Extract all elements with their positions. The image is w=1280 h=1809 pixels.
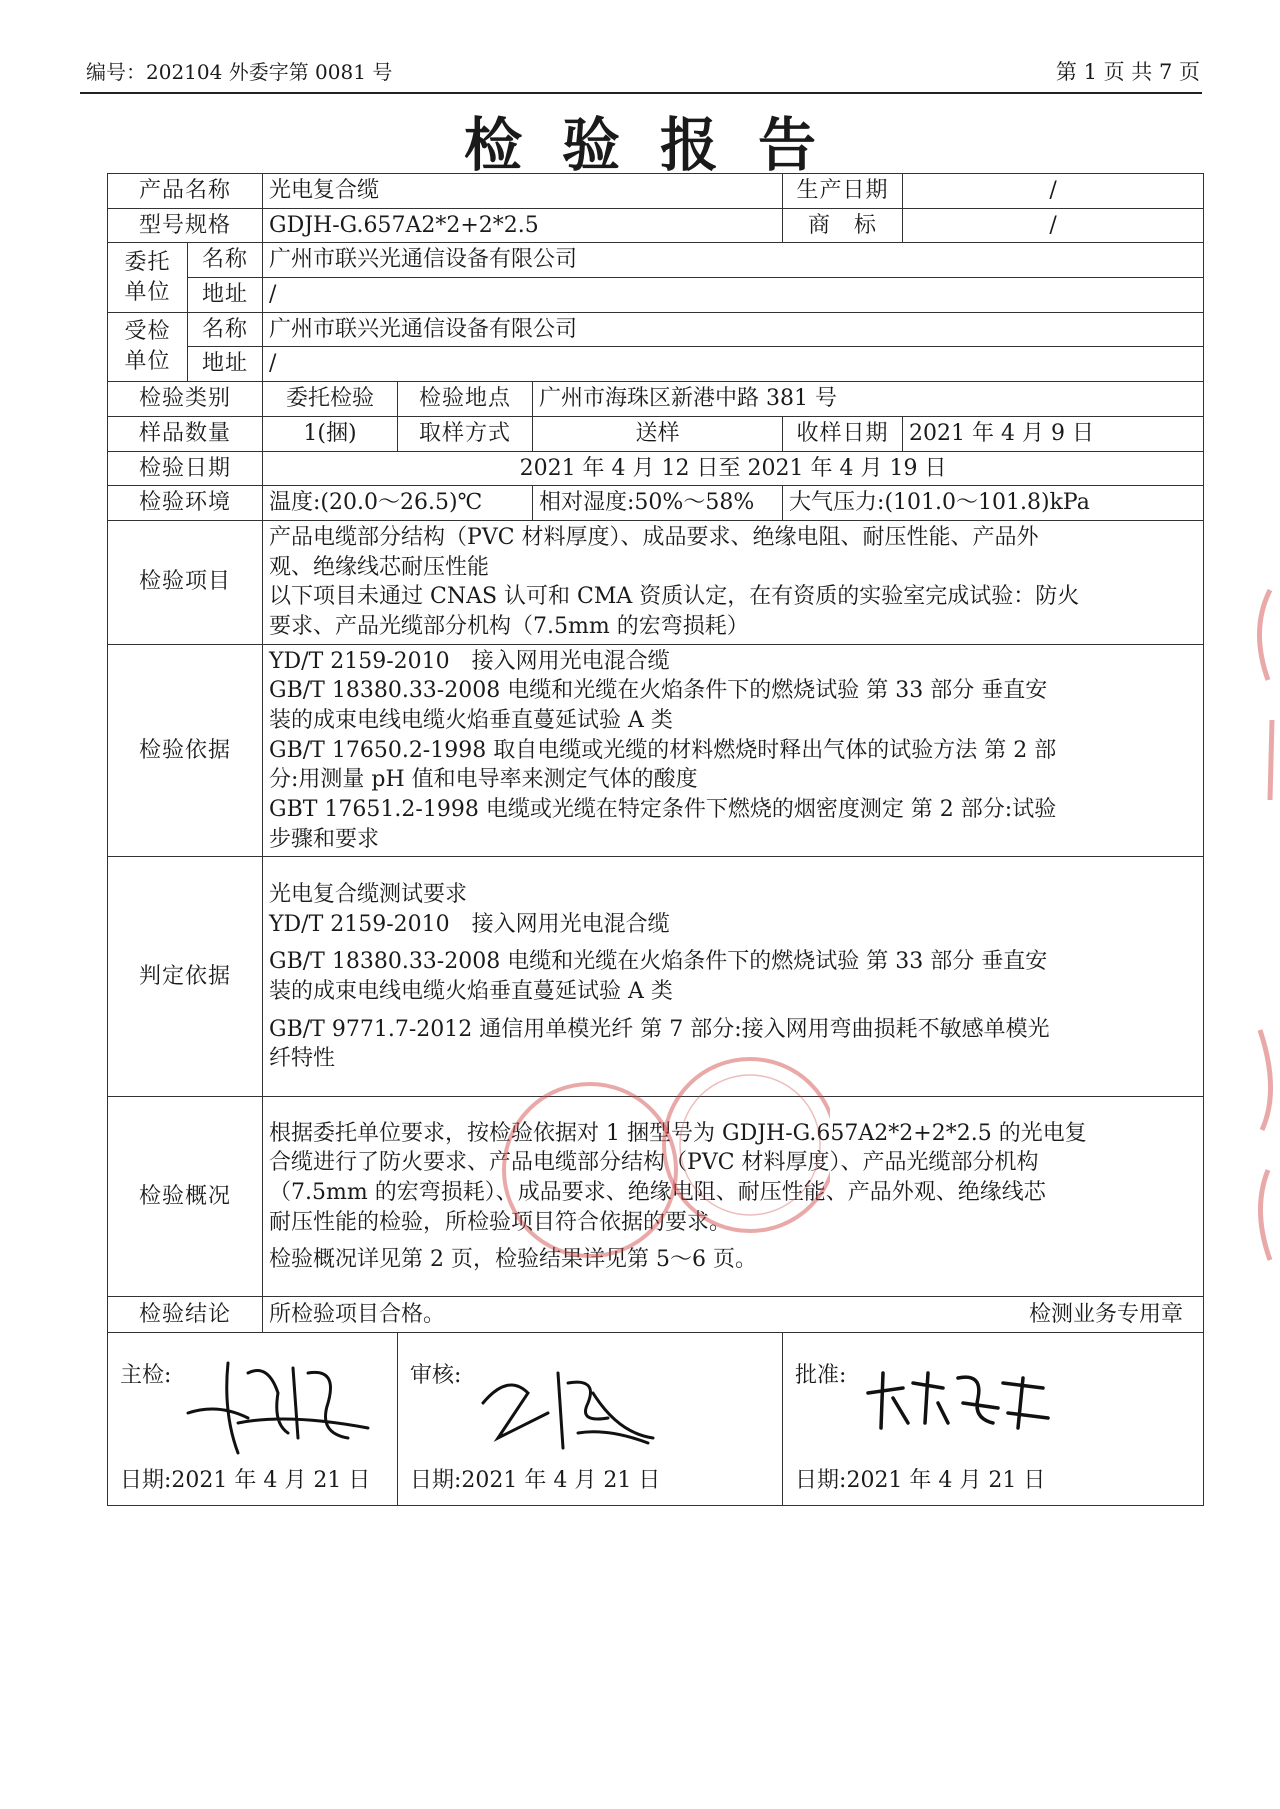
- row-test-date: [108, 451, 1204, 486]
- signature-approver: [783, 1333, 1204, 1506]
- inspected-address-label: 地址: [188, 347, 263, 382]
- inspected-name-label: 名称: [188, 312, 263, 347]
- conclusion-content: [263, 1297, 1204, 1333]
- summary-label: 检验概况: [108, 1097, 263, 1297]
- row-client-address: [108, 278, 1204, 313]
- report-table: [107, 173, 1204, 1506]
- row-signatures: [108, 1333, 1204, 1506]
- client-name-label: 名称: [188, 243, 263, 278]
- inspector-label: 主检:: [120, 1363, 172, 1389]
- items-content: 产品电缆部分结构（PVC 材料厚度）、成品要求、绝缘电阻、耐压性能、产品外 观、绝缘线芯耐压性能 以下项目未通过 CNAS 认可和 CMA 资质认定，在有资质的实验室完成试验：防火 要求、产品光缆部分机构（7.5mm 的宏弯损耗）: [263, 520, 1204, 644]
- row-items: [108, 520, 1204, 644]
- row-inspected-name: [108, 312, 1204, 347]
- production-date-value: /: [903, 174, 1204, 209]
- row-model: [108, 208, 1204, 243]
- signature-reviewer: [398, 1333, 783, 1506]
- client-section-label: 委托 单位: [108, 243, 188, 312]
- row-sample: [108, 416, 1204, 451]
- pressure-value: 大气压力:(101.0～101.8)kPa: [783, 486, 1204, 521]
- signature-inspector: [108, 1333, 398, 1506]
- temperature-value: 温度:(20.0～26.5)℃: [263, 486, 533, 521]
- items-label: 检验项目: [108, 520, 263, 644]
- sampling-method-label: 取样方式: [398, 416, 533, 451]
- category-label: 检验类别: [108, 382, 263, 417]
- brand-label: 商 标: [783, 208, 903, 243]
- client-name-value: 广州市联兴光通信设备有限公司: [263, 243, 1204, 278]
- receive-date-label: 收样日期: [783, 416, 903, 451]
- judgement-label: 判定依据: [108, 857, 263, 1097]
- test-date-label: 检验日期: [108, 451, 263, 486]
- product-name-value: 光电复合缆: [263, 174, 783, 209]
- row-basis: [108, 644, 1204, 857]
- row-inspected-address: [108, 347, 1204, 382]
- judgement-content: 光电复合缆测试要求 YD/T 2159-2010 接入网用光电混合缆 GB/T 18380.33-2008 电缆和光缆在火焰条件下的燃烧试验 第 33 部分 垂直安 装的成束电线电缆火焰垂直蔓延试验 A 类 GB/T 9771.7-2012 通信用单模光纤 第 7 部分:接入网用弯曲损耗不敏感单模光 纤特性: [263, 857, 1204, 1097]
- receive-date-value: 2021 年 4 月 9 日: [903, 416, 1204, 451]
- page-title: 检验报告: [463, 111, 856, 179]
- environment-label: 检验环境: [108, 486, 263, 521]
- category-value: 委托检验: [263, 382, 398, 417]
- approver-signature: [853, 1343, 1053, 1463]
- brand-value: /: [903, 208, 1204, 243]
- product-name-label: 产品名称: [108, 174, 263, 209]
- sample-qty-value: 1(捆): [263, 416, 398, 451]
- model-value: GDJH-G.657A2*2+2*2.5: [263, 208, 783, 243]
- row-environment: [108, 486, 1204, 521]
- site-value: 广州市海珠区新港中路 381 号: [533, 382, 1204, 417]
- seal-note: 检测业务专用章: [1029, 1302, 1184, 1328]
- model-label: 型号规格: [108, 208, 263, 243]
- client-address-value: /: [263, 278, 1204, 313]
- row-summary: [108, 1097, 1204, 1297]
- header-divider: [80, 92, 1202, 94]
- reviewer-signature: [468, 1343, 668, 1463]
- sampling-method-value: 送样: [533, 416, 783, 451]
- conclusion-value: 所检验项目合格。: [269, 1302, 446, 1328]
- approver-label: 批准:: [795, 1363, 847, 1389]
- inspector-signature: [178, 1343, 378, 1463]
- perforation-seal-mark: [1240, 570, 1280, 1270]
- inspected-address-value: /: [263, 347, 1204, 382]
- row-client-name: [108, 243, 1204, 278]
- approver-date: 日期:2021 年 4 月 21 日: [795, 1467, 1046, 1493]
- test-date-value: 2021 年 4 月 12 日至 2021 年 4 月 19 日: [263, 451, 1204, 486]
- conclusion-label: 检验结论: [108, 1297, 263, 1333]
- row-product-name: [108, 174, 1204, 209]
- inspector-date: 日期:2021 年 4 月 21 日: [120, 1467, 371, 1493]
- site-label: 检验地点: [398, 382, 533, 417]
- sample-qty-label: 样品数量: [108, 416, 263, 451]
- humidity-value: 相对湿度:50%～58%: [533, 486, 783, 521]
- report-serial: 编号：202104 外委字第 0081 号: [86, 60, 393, 84]
- basis-content: YD/T 2159-2010 接入网用光电混合缆 GB/T 18380.33-2008 电缆和光缆在火焰条件下的燃烧试验 第 33 部分 垂直安 装的成束电线电缆火焰垂直蔓延试验 A 类 GB/T 17650.2-1998 取自电缆或光缆的材料燃烧时释出气体的试验方法 第 2 部 分:用测量 pH 值和电导率来测定气体的酸度 GBT 17651.2-1998 电缆或光缆在特定条件下燃烧的烟密度测定 第 2 部分:试验 步骤和要求: [263, 644, 1204, 857]
- summary-content: 根据委托单位要求，按检验依据对 1 捆型号为 GDJH-G.657A2*2+2*2.5 的光电复 合缆进行了防火要求、产品电缆部分结构（PVC 材料厚度）、产品光缆部分机构 （7.5mm 的宏弯损耗）、成品要求、绝缘电阻、耐压性能、产品外观、绝缘线芯 耐压性能的检验，所检验项目符合依据的要求。 检验概况详见第 2 页，检验结果详见第 5～6 页。: [263, 1097, 1204, 1297]
- reviewer-label: 审核:: [410, 1363, 462, 1389]
- inspected-section-label: 受检 单位: [108, 312, 188, 381]
- row-conclusion: [108, 1297, 1204, 1333]
- client-address-label: 地址: [188, 278, 263, 313]
- row-judgement: [108, 857, 1204, 1097]
- production-date-label: 生产日期: [783, 174, 903, 209]
- inspected-name-value: 广州市联兴光通信设备有限公司: [263, 312, 1204, 347]
- basis-label: 检验依据: [108, 644, 263, 857]
- page-indicator: 第 1 页 共 7 页: [1055, 60, 1200, 84]
- row-category: [108, 382, 1204, 417]
- reviewer-date: 日期:2021 年 4 月 21 日: [410, 1467, 661, 1493]
